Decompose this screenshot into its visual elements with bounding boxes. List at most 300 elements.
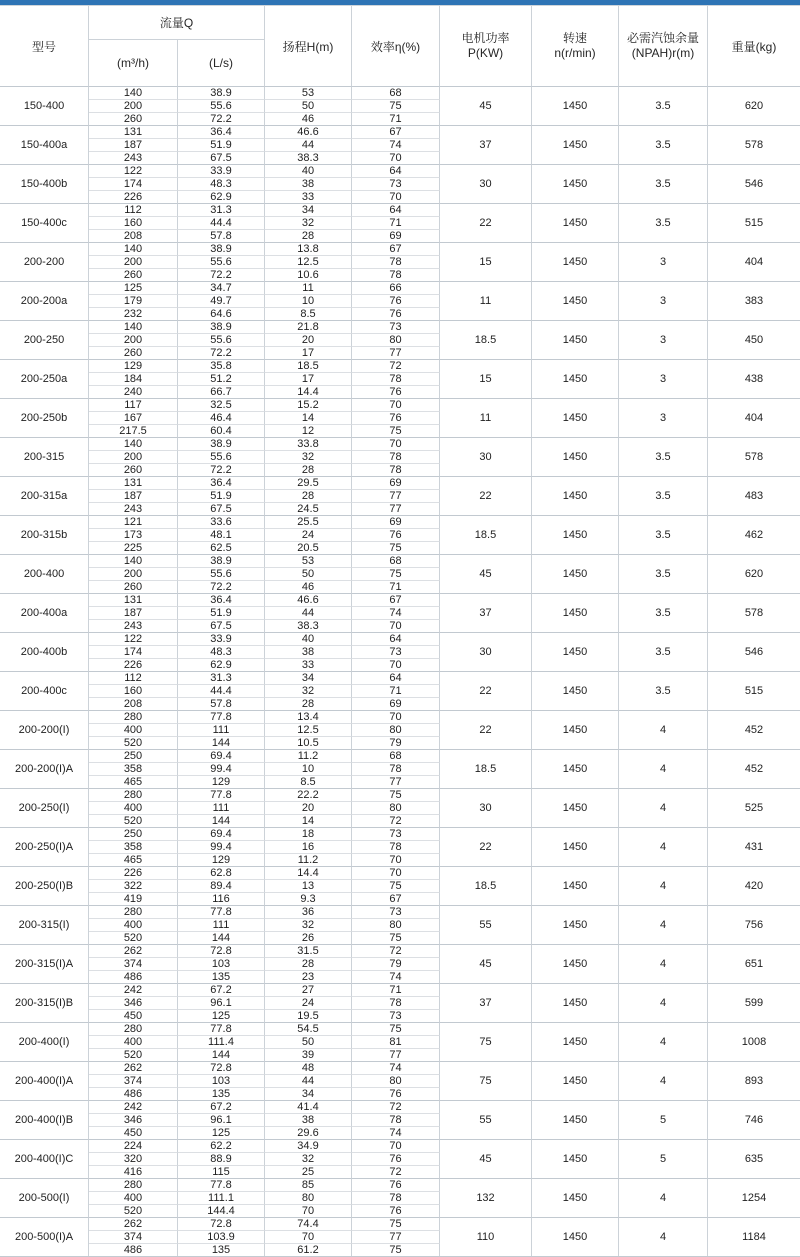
power-cell: 30 [440, 164, 532, 203]
spec-group-row [0, 476, 800, 489]
efficiency-cell: 74 [352, 970, 440, 983]
flow-ls-cell: 125 [178, 1126, 265, 1139]
npsh-cell: 5 [619, 1100, 708, 1139]
flow-m3h-cell: 280 [89, 1178, 178, 1191]
model-cell: 200-400(I)A [0, 1061, 89, 1100]
model-cell: 150-400a [0, 125, 89, 164]
efficiency-cell: 76 [352, 411, 440, 424]
head-cell: 46.6 [265, 593, 352, 606]
npsh-cell: 4 [619, 866, 708, 905]
head-cell: 11.2 [265, 853, 352, 866]
speed-cell: 1450 [532, 1139, 619, 1178]
flow-m3h-cell: 232 [89, 307, 178, 320]
efficiency-cell: 78 [352, 255, 440, 268]
weight-cell: 546 [708, 164, 800, 203]
flow-m3h-cell: 520 [89, 1048, 178, 1061]
flow-ls-cell: 144 [178, 931, 265, 944]
flow-ls-cell: 55.6 [178, 567, 265, 580]
spec-group-row [0, 125, 800, 138]
power-cell: 22 [440, 710, 532, 749]
efficiency-cell: 67 [352, 242, 440, 255]
npsh-cell: 3.5 [619, 125, 708, 164]
head-cell: 44 [265, 138, 352, 151]
head-cell: 8.5 [265, 775, 352, 788]
model-cell: 200-500(I) [0, 1178, 89, 1217]
npsh-cell: 3.5 [619, 593, 708, 632]
efficiency-cell: 75 [352, 1217, 440, 1230]
speed-cell: 1450 [532, 788, 619, 827]
efficiency-cell: 75 [352, 1243, 440, 1256]
spec-group-row [0, 983, 800, 996]
flow-m3h-cell: 226 [89, 866, 178, 879]
flow-m3h-cell: 226 [89, 658, 178, 671]
npsh-cell: 3.5 [619, 164, 708, 203]
flow-ls-cell: 62.5 [178, 541, 265, 554]
efficiency-cell: 74 [352, 1126, 440, 1139]
efficiency-cell: 64 [352, 203, 440, 216]
flow-m3h-cell: 280 [89, 1022, 178, 1035]
head-cell: 32 [265, 918, 352, 931]
speed-cell: 1450 [532, 437, 619, 476]
head-cell: 50 [265, 567, 352, 580]
flow-ls-cell: 67.5 [178, 502, 265, 515]
speed-cell: 1450 [532, 515, 619, 554]
flow-m3h-cell: 486 [89, 1087, 178, 1100]
power-cell: 132 [440, 1178, 532, 1217]
efficiency-cell: 69 [352, 515, 440, 528]
head-cell: 28 [265, 229, 352, 242]
spec-group-row [0, 944, 800, 957]
npsh-cell: 3 [619, 359, 708, 398]
flow-m3h-cell: 358 [89, 840, 178, 853]
flow-ls-cell: 135 [178, 1087, 265, 1100]
head-cell: 40 [265, 164, 352, 177]
head-cell: 25.5 [265, 515, 352, 528]
flow-m3h-cell: 346 [89, 996, 178, 1009]
speed-cell: 1450 [532, 866, 619, 905]
spec-group-row [0, 1139, 800, 1152]
flow-m3h-cell: 243 [89, 151, 178, 164]
flow-m3h-cell: 322 [89, 879, 178, 892]
efficiency-cell: 73 [352, 827, 440, 840]
flow-ls-cell: 51.9 [178, 489, 265, 502]
speed-cell: 1450 [532, 1178, 619, 1217]
flow-m3h-cell: 250 [89, 749, 178, 762]
flow-ls-cell: 77.8 [178, 1178, 265, 1191]
flow-ls-cell: 72.8 [178, 1217, 265, 1230]
spec-group-row [0, 359, 800, 372]
spec-group-row [0, 242, 800, 255]
flow-ls-cell: 69.4 [178, 749, 265, 762]
model-cell: 200-200a [0, 281, 89, 320]
npsh-cell: 3 [619, 242, 708, 281]
flow-m3h-cell: 200 [89, 99, 178, 112]
speed-cell: 1450 [532, 125, 619, 164]
flow-m3h-cell: 174 [89, 177, 178, 190]
efficiency-cell: 68 [352, 86, 440, 99]
power-cell: 15 [440, 359, 532, 398]
flow-ls-cell: 36.4 [178, 125, 265, 138]
flow-ls-cell: 38.9 [178, 242, 265, 255]
power-cell: 37 [440, 125, 532, 164]
model-cell: 150-400c [0, 203, 89, 242]
flow-ls-cell: 36.4 [178, 593, 265, 606]
head-cell: 18 [265, 827, 352, 840]
efficiency-cell: 69 [352, 697, 440, 710]
model-cell: 200-315(I) [0, 905, 89, 944]
model-cell: 200-315b [0, 515, 89, 554]
flow-ls-cell: 77.8 [178, 905, 265, 918]
flow-m3h-cell: 122 [89, 632, 178, 645]
flow-m3h-cell: 167 [89, 411, 178, 424]
flow-ls-cell: 51.9 [178, 138, 265, 151]
weight-cell: 599 [708, 983, 800, 1022]
flow-m3h-cell: 486 [89, 970, 178, 983]
flow-m3h-cell: 243 [89, 619, 178, 632]
flow-ls-cell: 69.4 [178, 827, 265, 840]
head-cell: 80 [265, 1191, 352, 1204]
flow-m3h-cell: 262 [89, 944, 178, 957]
weight-cell: 452 [708, 749, 800, 788]
model-cell: 200-500(I)A [0, 1217, 89, 1256]
flow-ls-cell: 111 [178, 918, 265, 931]
efficiency-cell: 80 [352, 801, 440, 814]
col-header-speed-line2: n(r/min) [554, 46, 596, 60]
head-cell: 12.5 [265, 723, 352, 736]
speed-cell: 1450 [532, 476, 619, 515]
efficiency-cell: 77 [352, 775, 440, 788]
flow-m3h-cell: 260 [89, 463, 178, 476]
flow-m3h-cell: 140 [89, 320, 178, 333]
weight-cell: 420 [708, 866, 800, 905]
flow-m3h-cell: 173 [89, 528, 178, 541]
flow-ls-cell: 111 [178, 723, 265, 736]
flow-ls-cell: 72.2 [178, 112, 265, 125]
flow-ls-cell: 77.8 [178, 710, 265, 723]
head-cell: 70 [265, 1230, 352, 1243]
efficiency-cell: 70 [352, 190, 440, 203]
power-cell: 110 [440, 1217, 532, 1256]
power-cell: 37 [440, 983, 532, 1022]
efficiency-cell: 77 [352, 502, 440, 515]
flow-m3h-cell: 225 [89, 541, 178, 554]
efficiency-cell: 71 [352, 112, 440, 125]
model-cell: 200-400b [0, 632, 89, 671]
model-cell: 150-400b [0, 164, 89, 203]
power-cell: 22 [440, 203, 532, 242]
power-cell: 15 [440, 242, 532, 281]
efficiency-cell: 80 [352, 723, 440, 736]
model-cell: 200-315a [0, 476, 89, 515]
flow-m3h-cell: 262 [89, 1061, 178, 1074]
flow-ls-cell: 111 [178, 801, 265, 814]
flow-ls-cell: 51.9 [178, 606, 265, 619]
head-cell: 53 [265, 554, 352, 567]
head-cell: 20 [265, 801, 352, 814]
flow-ls-cell: 88.9 [178, 1152, 265, 1165]
speed-cell: 1450 [532, 320, 619, 359]
head-cell: 33 [265, 658, 352, 671]
model-cell: 200-400(I)C [0, 1139, 89, 1178]
power-cell: 30 [440, 788, 532, 827]
flow-ls-cell: 35.8 [178, 359, 265, 372]
spec-group-row [0, 749, 800, 762]
efficiency-cell: 78 [352, 762, 440, 775]
head-cell: 14.4 [265, 385, 352, 398]
spec-group-row [0, 515, 800, 528]
flow-m3h-cell: 187 [89, 489, 178, 502]
flow-m3h-cell: 358 [89, 762, 178, 775]
head-cell: 15.2 [265, 398, 352, 411]
flow-ls-cell: 36.4 [178, 476, 265, 489]
efficiency-cell: 71 [352, 983, 440, 996]
head-cell: 48 [265, 1061, 352, 1074]
npsh-cell: 3 [619, 281, 708, 320]
head-cell: 46 [265, 112, 352, 125]
head-cell: 34.9 [265, 1139, 352, 1152]
efficiency-cell: 67 [352, 125, 440, 138]
flow-ls-cell: 67.5 [178, 151, 265, 164]
weight-cell: 546 [708, 632, 800, 671]
efficiency-cell: 78 [352, 372, 440, 385]
spec-group-row [0, 281, 800, 294]
speed-cell: 1450 [532, 944, 619, 983]
efficiency-cell: 77 [352, 1048, 440, 1061]
efficiency-cell: 64 [352, 164, 440, 177]
head-cell: 25 [265, 1165, 352, 1178]
head-cell: 13.8 [265, 242, 352, 255]
head-cell: 41.4 [265, 1100, 352, 1113]
head-cell: 34 [265, 1087, 352, 1100]
flow-ls-cell: 116 [178, 892, 265, 905]
speed-cell: 1450 [532, 1061, 619, 1100]
flow-m3h-cell: 400 [89, 918, 178, 931]
flow-ls-cell: 38.9 [178, 437, 265, 450]
head-cell: 46.6 [265, 125, 352, 138]
spec-group-row [0, 164, 800, 177]
flow-m3h-cell: 179 [89, 294, 178, 307]
flow-ls-cell: 77.8 [178, 788, 265, 801]
efficiency-cell: 71 [352, 684, 440, 697]
flow-m3h-cell: 520 [89, 736, 178, 749]
head-cell: 20 [265, 333, 352, 346]
efficiency-cell: 80 [352, 333, 440, 346]
efficiency-cell: 72 [352, 1100, 440, 1113]
flow-m3h-cell: 260 [89, 268, 178, 281]
efficiency-cell: 70 [352, 853, 440, 866]
spec-group-row [0, 710, 800, 723]
head-cell: 24 [265, 996, 352, 1009]
flow-ls-cell: 99.4 [178, 840, 265, 853]
flow-ls-cell: 55.6 [178, 99, 265, 112]
head-cell: 33 [265, 190, 352, 203]
head-cell: 38.3 [265, 619, 352, 632]
head-cell: 13.4 [265, 710, 352, 723]
efficiency-cell: 73 [352, 905, 440, 918]
head-cell: 46 [265, 580, 352, 593]
model-cell: 200-200 [0, 242, 89, 281]
spec-group-row [0, 632, 800, 645]
flow-ls-cell: 46.4 [178, 411, 265, 424]
speed-cell: 1450 [532, 242, 619, 281]
spec-group-row [0, 1217, 800, 1230]
efficiency-cell: 72 [352, 814, 440, 827]
speed-cell: 1450 [532, 671, 619, 710]
flow-ls-cell: 144 [178, 814, 265, 827]
flow-m3h-cell: 184 [89, 372, 178, 385]
flow-m3h-cell: 280 [89, 710, 178, 723]
weight-cell: 438 [708, 359, 800, 398]
head-cell: 23 [265, 970, 352, 983]
head-cell: 32 [265, 216, 352, 229]
flow-m3h-cell: 160 [89, 216, 178, 229]
flow-ls-cell: 72.2 [178, 463, 265, 476]
efficiency-cell: 75 [352, 99, 440, 112]
efficiency-cell: 75 [352, 567, 440, 580]
flow-ls-cell: 72.2 [178, 580, 265, 593]
flow-m3h-cell: 226 [89, 190, 178, 203]
flow-ls-cell: 67.2 [178, 1100, 265, 1113]
efficiency-cell: 74 [352, 138, 440, 151]
head-cell: 34 [265, 203, 352, 216]
head-cell: 14 [265, 814, 352, 827]
model-cell: 200-400(I)B [0, 1100, 89, 1139]
model-cell: 200-315 [0, 437, 89, 476]
flow-m3h-cell: 400 [89, 723, 178, 736]
spec-group-row [0, 593, 800, 606]
weight-cell: 383 [708, 281, 800, 320]
head-cell: 24 [265, 528, 352, 541]
speed-cell: 1450 [532, 827, 619, 866]
efficiency-cell: 73 [352, 177, 440, 190]
head-cell: 32 [265, 1152, 352, 1165]
flow-m3h-cell: 131 [89, 125, 178, 138]
flow-m3h-cell: 200 [89, 450, 178, 463]
head-cell: 33.8 [265, 437, 352, 450]
npsh-cell: 4 [619, 1178, 708, 1217]
flow-ls-cell: 96.1 [178, 1113, 265, 1126]
flow-m3h-cell: 465 [89, 853, 178, 866]
flow-m3h-cell: 260 [89, 112, 178, 125]
weight-cell: 578 [708, 437, 800, 476]
head-cell: 19.5 [265, 1009, 352, 1022]
head-cell: 14.4 [265, 866, 352, 879]
power-cell: 18.5 [440, 320, 532, 359]
weight-cell: 515 [708, 671, 800, 710]
header-row-1 [0, 6, 800, 40]
efficiency-cell: 80 [352, 918, 440, 931]
spec-group-row [0, 203, 800, 216]
flow-m3h-cell: 400 [89, 1191, 178, 1204]
efficiency-cell: 71 [352, 580, 440, 593]
flow-m3h-cell: 160 [89, 684, 178, 697]
flow-m3h-cell: 131 [89, 593, 178, 606]
flow-ls-cell: 55.6 [178, 450, 265, 463]
head-cell: 26 [265, 931, 352, 944]
flow-m3h-cell: 208 [89, 229, 178, 242]
weight-cell: 483 [708, 476, 800, 515]
flow-ls-cell: 33.9 [178, 632, 265, 645]
efficiency-cell: 73 [352, 1009, 440, 1022]
head-cell: 11 [265, 281, 352, 294]
flow-ls-cell: 89.4 [178, 879, 265, 892]
efficiency-cell: 78 [352, 268, 440, 281]
flow-ls-cell: 72.8 [178, 944, 265, 957]
speed-cell: 1450 [532, 164, 619, 203]
flow-ls-cell: 103.9 [178, 1230, 265, 1243]
flow-m3h-cell: 346 [89, 1113, 178, 1126]
table-header [0, 6, 800, 86]
col-header-power [440, 6, 532, 86]
flow-m3h-cell: 450 [89, 1009, 178, 1022]
flow-m3h-cell: 217.5 [89, 424, 178, 437]
weight-cell: 620 [708, 554, 800, 593]
weight-cell: 462 [708, 515, 800, 554]
flow-m3h-cell: 280 [89, 905, 178, 918]
npsh-cell: 4 [619, 983, 708, 1022]
power-cell: 45 [440, 86, 532, 125]
model-cell: 200-400 [0, 554, 89, 593]
flow-m3h-cell: 465 [89, 775, 178, 788]
efficiency-cell: 75 [352, 424, 440, 437]
head-cell: 28 [265, 957, 352, 970]
weight-cell: 578 [708, 125, 800, 164]
flow-m3h-cell: 131 [89, 476, 178, 489]
flow-m3h-cell: 112 [89, 671, 178, 684]
flow-m3h-cell: 280 [89, 788, 178, 801]
flow-m3h-cell: 262 [89, 1217, 178, 1230]
power-cell: 18.5 [440, 749, 532, 788]
speed-cell: 1450 [532, 554, 619, 593]
spec-group-row [0, 554, 800, 567]
flow-ls-cell: 67.2 [178, 983, 265, 996]
flow-ls-cell: 144.4 [178, 1204, 265, 1217]
flow-ls-cell: 44.4 [178, 684, 265, 697]
flow-ls-cell: 57.8 [178, 697, 265, 710]
speed-cell: 1450 [532, 281, 619, 320]
power-cell: 45 [440, 554, 532, 593]
flow-m3h-cell: 374 [89, 957, 178, 970]
flow-ls-cell: 48.1 [178, 528, 265, 541]
efficiency-cell: 78 [352, 1113, 440, 1126]
npsh-cell: 3 [619, 398, 708, 437]
efficiency-cell: 70 [352, 710, 440, 723]
head-cell: 17 [265, 346, 352, 359]
head-cell: 29.6 [265, 1126, 352, 1139]
npsh-cell: 3.5 [619, 203, 708, 242]
npsh-cell: 4 [619, 1217, 708, 1256]
npsh-cell: 3.5 [619, 86, 708, 125]
speed-cell: 1450 [532, 593, 619, 632]
flow-ls-cell: 129 [178, 853, 265, 866]
efficiency-cell: 64 [352, 632, 440, 645]
head-cell: 50 [265, 99, 352, 112]
model-cell: 200-315(I)B [0, 983, 89, 1022]
col-header-head: 扬程H(m) [265, 6, 352, 86]
head-cell: 39 [265, 1048, 352, 1061]
flow-ls-cell: 72.2 [178, 346, 265, 359]
head-cell: 54.5 [265, 1022, 352, 1035]
spec-group-row [0, 827, 800, 840]
head-cell: 10 [265, 762, 352, 775]
model-cell: 200-400a [0, 593, 89, 632]
speed-cell: 1450 [532, 905, 619, 944]
spec-group-row [0, 1100, 800, 1113]
head-cell: 24.5 [265, 502, 352, 515]
efficiency-cell: 80 [352, 1074, 440, 1087]
flow-ls-cell: 72.8 [178, 1061, 265, 1074]
speed-cell: 1450 [532, 710, 619, 749]
